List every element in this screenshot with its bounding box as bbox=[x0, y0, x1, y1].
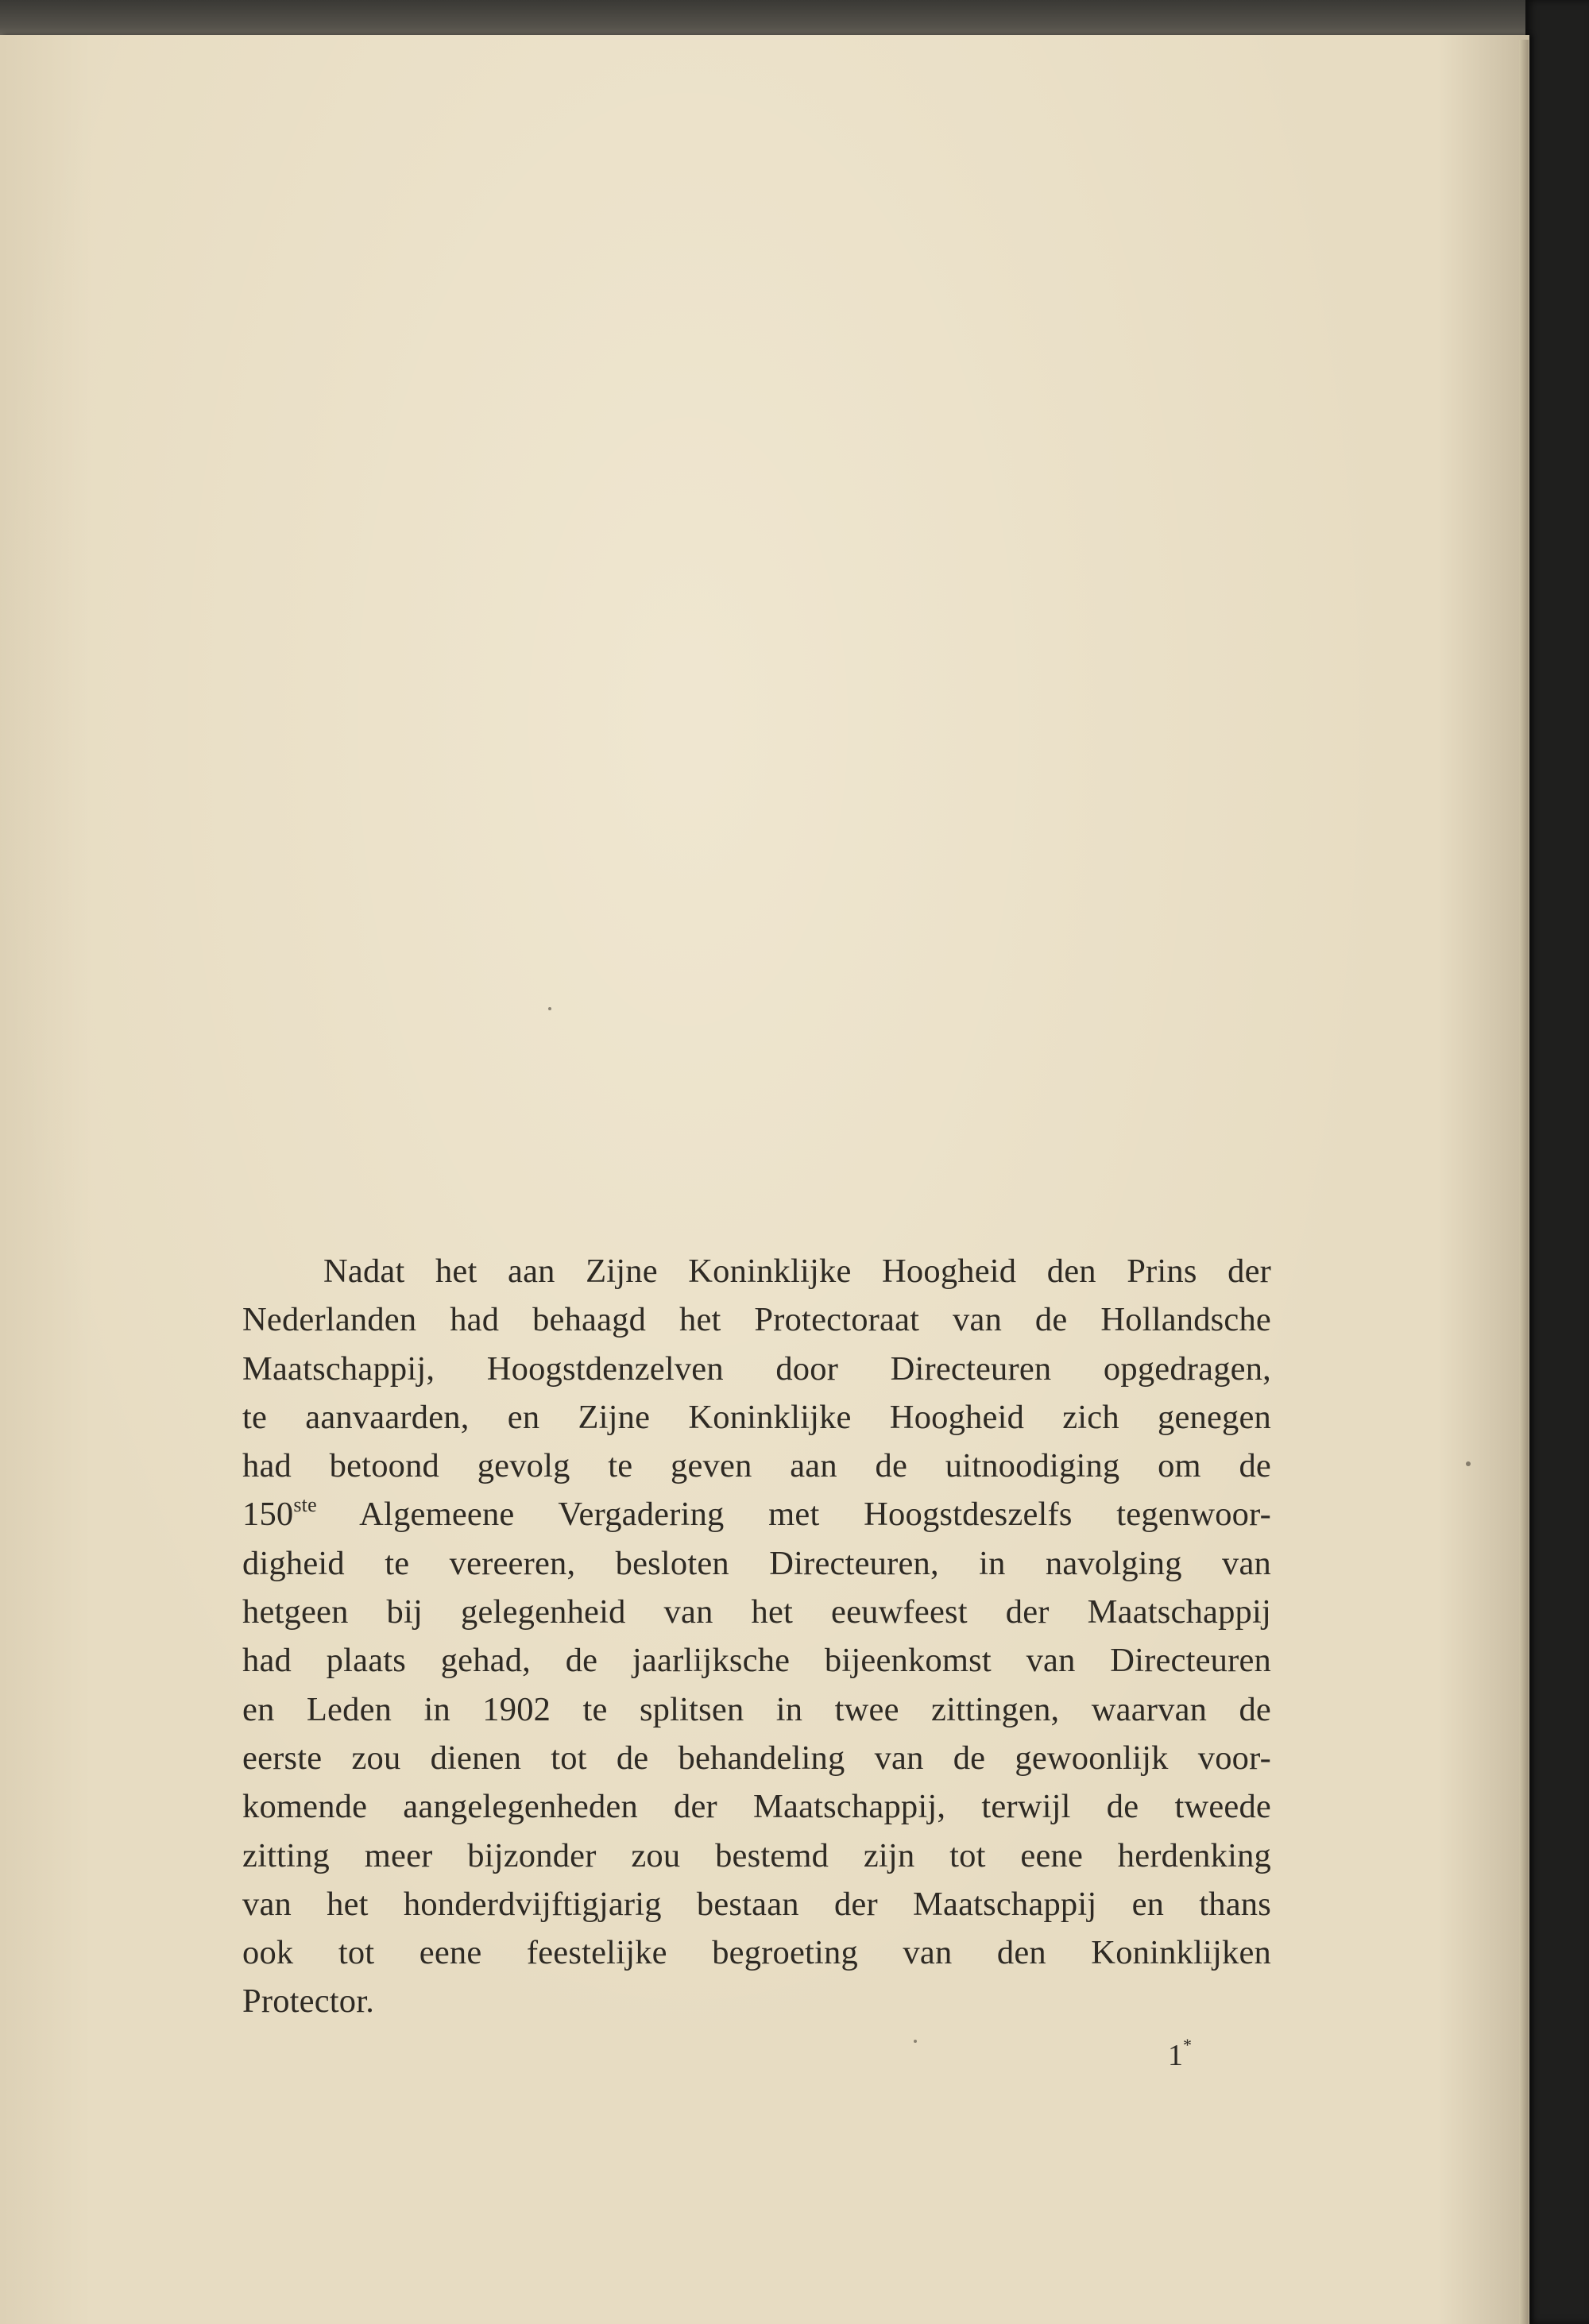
text-line: digheid te vereeren, besloten Directeuren, in navolging van bbox=[242, 1544, 1271, 1582]
text-line: Protector. bbox=[242, 1982, 375, 2021]
text-line-rest: Algemeene Vergadering met Hoogstdeszelfs tegenwoor- bbox=[316, 1496, 1271, 1534]
text-line: Nederlanden had behaagd het Protectoraat van de Hollandsche bbox=[242, 1301, 1271, 1339]
text-line: had betoond gevolg te geven aan de uitnoodiging om de bbox=[242, 1447, 1271, 1485]
page-number bbox=[1168, 2035, 1192, 2073]
page-number-mark: * bbox=[1183, 2035, 1192, 2055]
paper-speck bbox=[1466, 1461, 1471, 1466]
text-line: had plaats gehad, de jaarlijksche bijeenkomst van Directeuren bbox=[242, 1642, 1271, 1680]
text-line: van het honderdvijftigjarig bestaan der Maatschappij en thans bbox=[242, 1885, 1271, 1923]
text-line: en Leden in 1902 te splitsen in twee zittingen, waarvan de bbox=[242, 1690, 1271, 1728]
text-line: Nadat het aan Zijne Koninklijke Hoogheid den Prins der bbox=[323, 1253, 1271, 1290]
text-line-ordinal bbox=[242, 1490, 1271, 1538]
body-paragraph bbox=[242, 1247, 1271, 2026]
paper-speck bbox=[548, 1007, 551, 1010]
paper-speck bbox=[914, 2040, 917, 2043]
text-line: te aanvaarden, en Zijne Koninklijke Hoogheid zich genegen bbox=[242, 1398, 1271, 1436]
book-cover bbox=[1525, 0, 1589, 2324]
page-gutter bbox=[1519, 40, 1529, 2324]
text-line: zitting meer bijzonder zou bestemd zijn tot eene herdenking bbox=[242, 1836, 1271, 1874]
text-line: Maatschappij, Hoogstdenzelven door Directeuren opgedragen, bbox=[242, 1349, 1271, 1388]
ordinal-superscript: ste bbox=[293, 1493, 317, 1517]
text-line: eerste zou dienen tot de behandeling van de gewoonlijk voor- bbox=[242, 1739, 1271, 1777]
ordinal-number: 150 bbox=[242, 1496, 294, 1534]
text-line: ook tot eene feestelijke begroeting van den Koninklijken bbox=[242, 1934, 1271, 1972]
text-line: hetgeen bij gelegenheid van het eeuwfeest der Maatschappij bbox=[242, 1593, 1271, 1631]
text-line: komende aangelegenheden der Maatschappij, terwijl de tweede bbox=[242, 1788, 1271, 1826]
page-number-value: 1 bbox=[1168, 2039, 1183, 2072]
